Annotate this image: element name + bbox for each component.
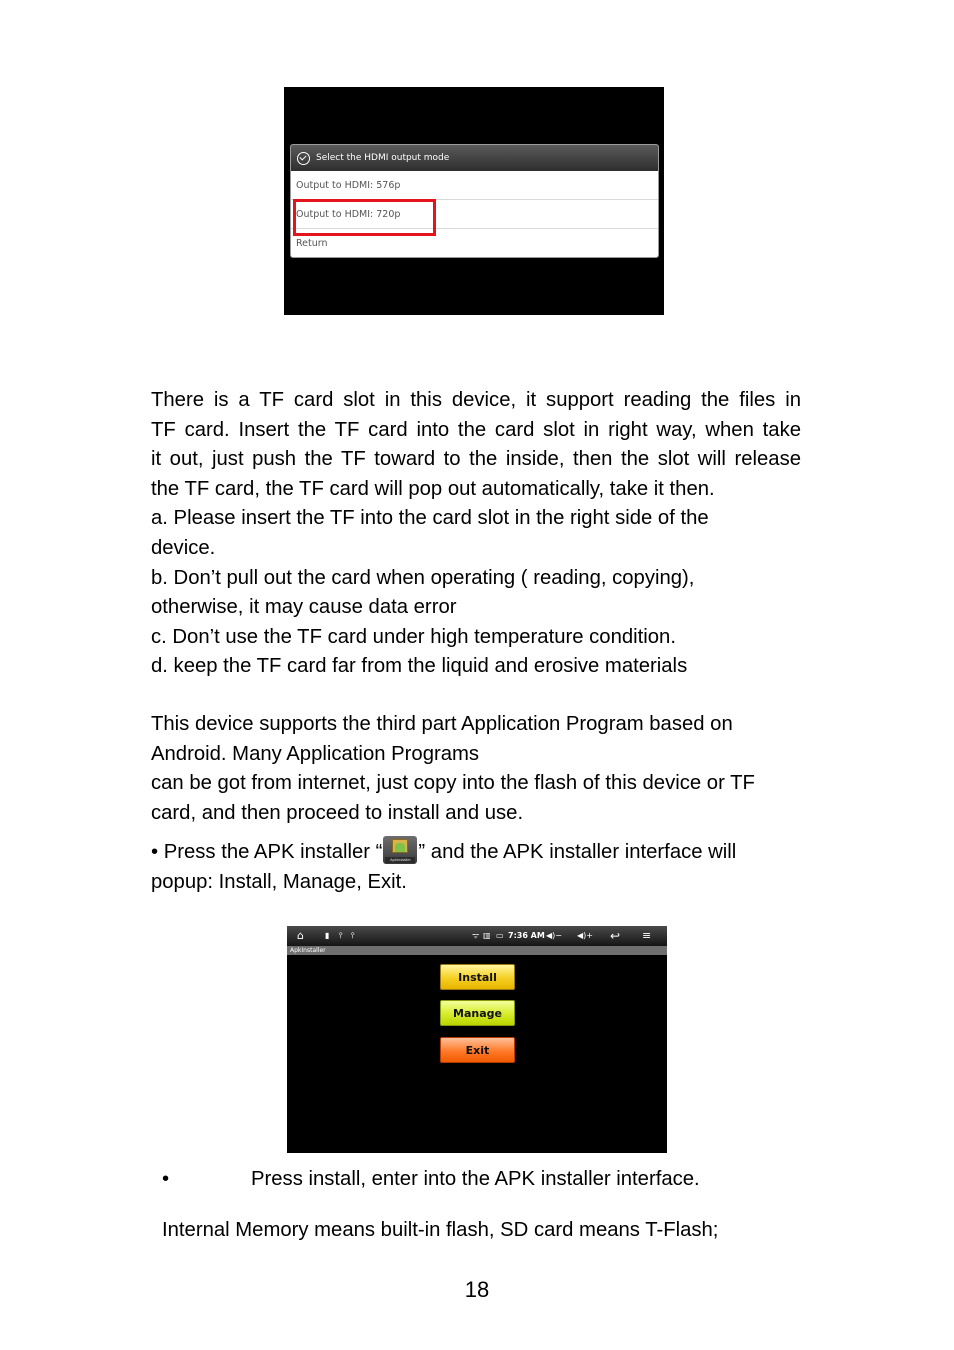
apk-press-line-2: popup: Install, Manage, Exit.	[151, 870, 407, 893]
clock: 7:36 AM	[508, 931, 545, 940]
usb-icon: ⫯	[339, 931, 343, 940]
app-title: ApkInstaller	[287, 946, 667, 955]
tf-section	[151, 386, 801, 682]
tf-item-a: a. Please insert the TF into the card slot in the right side of the	[151, 507, 709, 530]
android-icon	[395, 843, 405, 852]
tf-intro-line: There is a TF card slot in this device, it support reading the files in	[151, 389, 801, 411]
apk-section	[151, 710, 801, 828]
manage-button[interactable]: Manage	[440, 1000, 515, 1026]
apk-line: Android. Many Application Programs	[151, 742, 480, 765]
option-720p[interactable]: Output to HDMI: 720p	[291, 200, 658, 229]
highlight-box	[293, 199, 436, 236]
apk-press-line	[151, 836, 801, 868]
checkmark-circle-icon	[297, 152, 310, 165]
page-number: 18	[464, 1277, 490, 1302]
apk-icon-caption: ApkInstaller	[385, 857, 415, 863]
memory-note: Internal Memory means built-in flash, SD card means T-Flash;	[162, 1219, 719, 1241]
usb-icon: ⫯	[351, 931, 355, 940]
signal-icon: ▥	[483, 931, 491, 940]
home-icon[interactable]: ⌂	[297, 929, 304, 942]
press-text-before: • Press the APK installer “	[151, 841, 383, 863]
hdmi-screenshot	[284, 87, 664, 315]
apk-line: This device supports the third part Application Program based on	[151, 713, 733, 735]
volume-down-icon[interactable]: ◀)−	[546, 931, 562, 940]
exit-button[interactable]: Exit	[440, 1037, 515, 1063]
volume-up-icon[interactable]: ◀)+	[577, 931, 593, 940]
apk-installer-icon	[383, 836, 417, 864]
tf-item-c: c. Don’t use the TF card under high temperature condition.	[151, 625, 676, 648]
tf-item-b: b. Don’t pull out the card when operating ( reading, copying),	[151, 566, 695, 589]
tf-intro-line: TF card. Insert the TF card into the card slot in right way, when take	[151, 418, 801, 441]
press-install-text: Press install, enter into the APK installer interface.	[251, 1168, 700, 1190]
dialog-title: Select the HDMI output mode	[316, 153, 450, 163]
status-bar	[287, 926, 667, 946]
install-button[interactable]: Install	[440, 964, 515, 990]
press-text-after: ” and the APK installer interface will	[418, 841, 737, 863]
notification-icon: ▮	[325, 931, 330, 940]
option-return[interactable]: Return	[296, 237, 328, 249]
dialog-title-bar	[291, 145, 658, 171]
tf-item-d: d. keep the TF card far from the liquid and erosive materials	[151, 655, 688, 678]
tf-intro-line: it out, just push the TF toward to the inside, then the slot will release	[151, 448, 801, 471]
menu-icon[interactable]: ≡	[642, 929, 652, 942]
apk-line: can be got from internet, just copy into the flash of this device or TF	[151, 772, 755, 795]
bullet-marker: •	[162, 1168, 170, 1190]
back-icon[interactable]: ↩	[610, 929, 621, 943]
wifi-icon: ᯤ	[472, 931, 480, 940]
apk-press-paragraph	[151, 836, 801, 897]
tf-item-a-cont: device.	[151, 536, 216, 559]
tf-item-b-cont: otherwise, it may cause data error	[151, 596, 457, 619]
apk-line: card, and then proceed to install and use.	[151, 801, 524, 824]
apk-installer-screenshot	[287, 926, 667, 1153]
tf-intro-line: the TF card, the TF card will pop out automatically, take it then.	[151, 477, 715, 500]
option-576p[interactable]: Output to HDMI: 576p	[291, 171, 658, 200]
battery-icon: ▭	[496, 931, 504, 940]
